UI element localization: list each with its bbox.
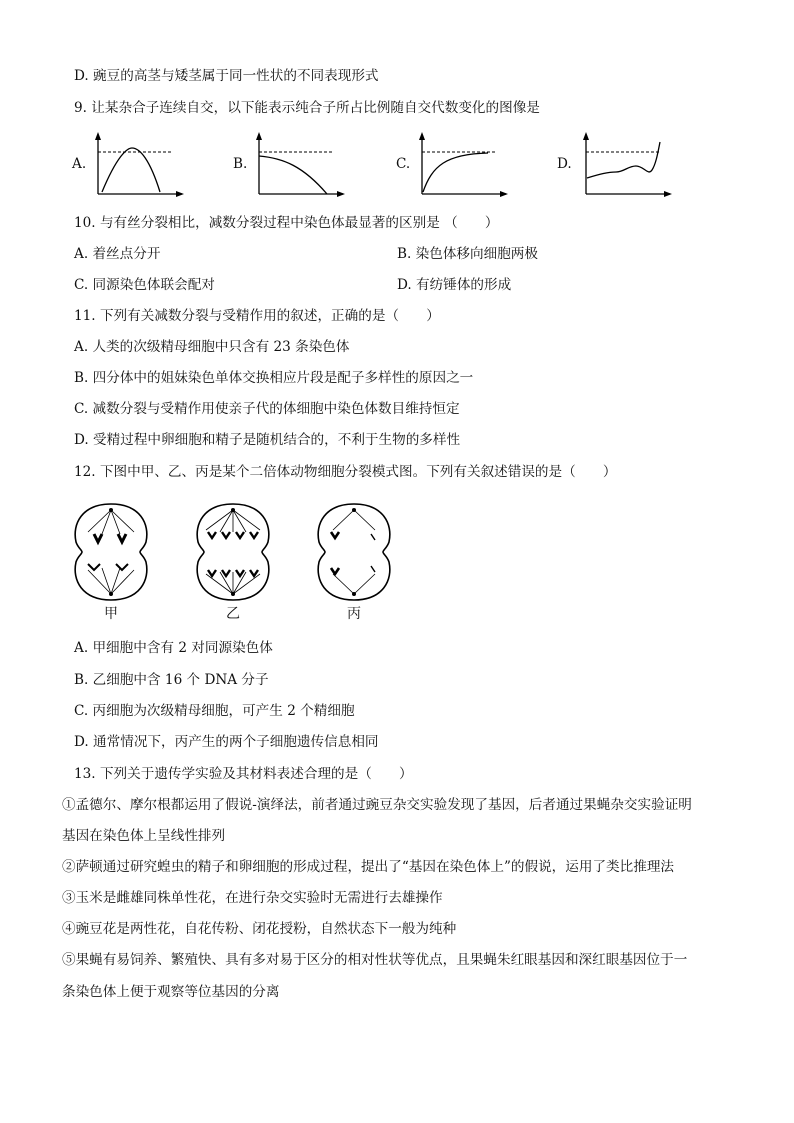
q8-option-d: D. 豌豆的高茎与矮茎属于同一性状的不同表现形式 [74, 68, 379, 84]
q11-option-a: A. 人类的次级精母细胞中只含有 23 条染色体 [74, 339, 350, 355]
graph-d [580, 136, 672, 198]
q11-option-c: C. 减数分裂与受精作用使亲子代的体细胞中染色体数目维持恒定 [74, 401, 460, 417]
cell-jia [74, 502, 148, 602]
graph-a [92, 136, 184, 198]
q13-stem: 13. 下列关于遗传学实验及其材料表述合理的是（ ） [74, 766, 413, 782]
q10-stem: 10. 与有丝分裂相比，减数分裂过程中染色体最显著的区别是 （ ） [74, 215, 499, 231]
q11-option-b: B. 四分体中的姐妹染色单体交换相应片段是配子多样性的原因之一 [74, 370, 474, 386]
graph-b [253, 136, 345, 198]
q10-option-d: D. 有纺锤体的形成 [397, 277, 512, 293]
cell-label-yi: 乙 [226, 606, 240, 622]
q9-stem: 9. 让某杂合子连续自交，以下能表示纯合子所占比例随自交代数变化的图像是 [74, 100, 540, 116]
graph-label-c: C. [396, 156, 411, 172]
q13-item-3: ③玉米是雌雄同株单性花，在进行杂交实验时无需进行去雄操作 [62, 890, 443, 906]
q10-option-a: A. 着丝点分开 [74, 246, 161, 262]
graph-label-a: A. [72, 156, 87, 172]
q10-option-b: B. 染色体移向细胞两极 [397, 246, 538, 262]
q12-option-d: D. 通常情况下，丙产生的两个子细胞遗传信息相同 [74, 734, 379, 750]
q10-option-c: C. 同源染色体联会配对 [74, 277, 215, 293]
q11-option-d: D. 受精过程中卵细胞和精子是随机结合的，不利于生物的多样性 [74, 432, 461, 448]
q12-stem: 12. 下图中甲、乙、丙是某个二倍体动物细胞分裂模式图。下列有关叙述错误的是（ ） [74, 464, 617, 480]
q11-stem: 11. 下列有关减数分裂与受精作用的叙述，正确的是（ ） [74, 308, 440, 324]
cell-bing [317, 502, 391, 602]
graph-label-d: D. [557, 156, 572, 172]
q13-item-1-cont: 基因在染色体上呈线性排列 [62, 828, 226, 844]
q13-item-5: ⑤果蝇有易饲养、繁殖快、具有多对易于区分的相对性状等优点，且果蝇朱红眼基因和深红眼基因位于一 [62, 952, 688, 968]
graph-c [416, 136, 508, 198]
q13-item-2: ②萨顿通过研究蝗虫的精子和卵细胞的形成过程，提出了“基因在染色体上”的假说，运用了类比推理法 [62, 859, 675, 875]
q12-option-a: A. 甲细胞中含有 2 对同源染色体 [74, 640, 273, 656]
q12-option-b: B. 乙细胞中含 16 个 DNA 分子 [74, 672, 269, 688]
graph-label-b: B. [233, 156, 248, 172]
cell-yi [196, 502, 270, 602]
q12-option-c: C. 丙细胞为次级精母细胞，可产生 2 个精细胞 [74, 703, 355, 719]
q13-item-1: ①孟德尔、摩尔根都运用了假说-演绎法，前者通过豌豆杂交实验发现了基因，后者通过果蝇杂交实验证明 [62, 797, 692, 813]
q13-item-4: ④豌豆花是两性花，自花传粉、闭花授粉，自然状态下一般为纯种 [62, 921, 457, 937]
cell-label-bing: 丙 [347, 606, 361, 622]
q13-item-5-cont: 条染色体上便于观察等位基因的分离 [62, 984, 280, 1000]
cell-label-jia: 甲 [104, 606, 118, 622]
